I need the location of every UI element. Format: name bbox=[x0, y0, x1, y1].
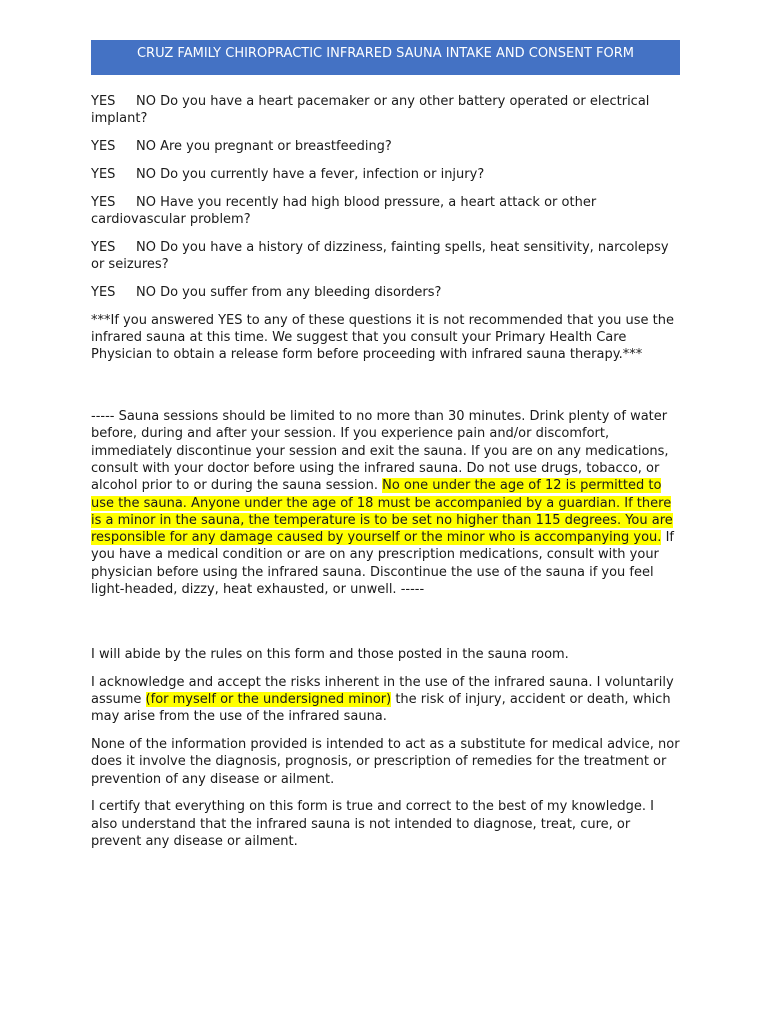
spacer bbox=[91, 609, 683, 646]
acknowledge-text-continued: the risk of injury, accident or death, which may arise from the use of the infrared sauna. bbox=[91, 691, 671, 725]
spacer bbox=[91, 374, 683, 408]
rules-paragraph bbox=[91, 408, 683, 598]
yes-option[interactable]: YES bbox=[91, 284, 116, 300]
question-item bbox=[91, 194, 683, 229]
question-item bbox=[91, 239, 683, 274]
yes-option[interactable]: YES bbox=[91, 166, 116, 182]
yes-option[interactable]: YES bbox=[91, 139, 116, 155]
question-text: NO Do you have a history of dizziness, fainting spells, heat sensitivity, narcolepsy or seizures? bbox=[91, 239, 669, 273]
abide-statement: I will abide by the rules on this form and those posted in the sauna room. bbox=[91, 646, 569, 662]
highlighted-rules: No one under the age of 12 is permitted to use the sauna. Anyone under the age of 18 must be accompanied by a guardian. If there is a minor in the sauna, the temperature is to be set no higher than 115 degrees. You are responsible for any damage caused by yourself or the minor who is accompanying you. bbox=[91, 478, 673, 546]
question-item bbox=[91, 93, 683, 128]
question-text: NO Have you recently had high blood pressure, a heart attack or other cardiovascular problem? bbox=[91, 194, 597, 227]
question-text: NO Do you suffer from any bleeding disorders? bbox=[136, 284, 442, 300]
acknowledge-text: I acknowledge and accept the risks inherent in the use of the infrared sauna. I voluntarily assume bbox=[91, 674, 674, 707]
question-text: NO Do you currently have a fever, infection or injury? bbox=[136, 166, 485, 182]
warning-paragraph: ***If you answered YES to any of these questions it is not recommended that you use the infrared sauna at this time. We suggest that you consult your Primary Health Care Physician to obtain a release form before proceeding with infrared sauna therapy.*** bbox=[91, 312, 675, 363]
question-text: NO Are you pregnant or breastfeeding? bbox=[136, 139, 392, 155]
form-title: CRUZ FAMILY CHIROPRACTIC INFRARED SAUNA INTAKE AND CONSENT FORM bbox=[91, 40, 680, 75]
disclaimer-paragraph: None of the information provided is intended to act as a substitute for medical advice, nor does it involve the diagnosis, prognosis, or prescription of remedies for the treatment or prevention of any disease or ailment. bbox=[91, 737, 680, 787]
yes-option[interactable]: YES bbox=[91, 194, 116, 210]
highlighted-minor-text: (for myself or the undersigned minor) bbox=[145, 691, 392, 707]
rules-text-continued: If you have a medical condition or are on any prescription medications, consult with your physician before using the infrared sauna. Discontinue the use of the sauna if you feel light-headed, dizzy, heat exhausted, or unwell. ----- bbox=[91, 530, 674, 598]
question-item bbox=[91, 166, 683, 183]
question-text: NO Do you have a heart pacemaker or any other battery operated or electrical implant? bbox=[91, 94, 650, 127]
acknowledge-paragraph bbox=[91, 674, 683, 726]
question-item bbox=[91, 138, 683, 155]
form-body bbox=[91, 93, 683, 861]
question-item bbox=[91, 284, 683, 301]
rules-text: ----- Sauna sessions should be limited to no more than 30 minutes. Drink plenty of water before, during and after your session. If you experience pain and/or discomfort, immediately discontinue your session and exit the sauna. If you are on any medications, consult with your doctor before using the infrared sauna. Do not use drugs, tobacco, or alcohol prior to or during the sauna session. bbox=[91, 409, 669, 494]
certify-paragraph: I certify that everything on this form is true and correct to the best of my knowledge. I also understand that the infrared sauna is not intended to diagnose, treat, cure, or prevent any disease or ailment. bbox=[91, 799, 654, 849]
yes-option[interactable]: YES bbox=[91, 94, 116, 109]
yes-option[interactable]: YES bbox=[91, 239, 116, 255]
